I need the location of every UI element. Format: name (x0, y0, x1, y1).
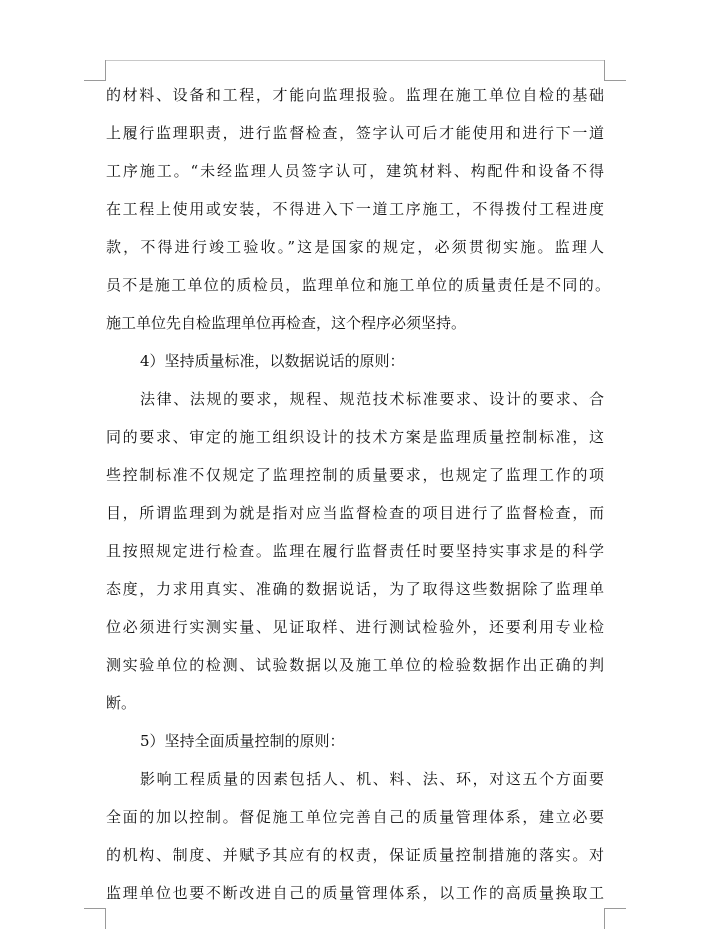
text-line: 全面的加以控制。督促施工单位完善自己的质量管理体系，建立必要 (106, 808, 604, 826)
text-line: 测实验单位的检测、试验数据以及施工单位的检验数据作出正确的判 (106, 656, 604, 674)
text-line: 断。 (106, 694, 137, 712)
text-line: 同的要求、审定的施工组织设计的技术方案是监理质量控制标准，这 (106, 428, 604, 446)
corner-mark-bottom-left-h (84, 908, 106, 909)
text-line: 法律、法规的要求，规程、规范技术标准要求、设计的要求、合 (140, 390, 604, 408)
text-line: 些控制标准不仅规定了监理控制的质量要求，也规定了监理工作的项 (106, 466, 604, 484)
section-heading-5: 5）坚持全面质量控制的原则： (140, 732, 345, 750)
text-line: 员不是施工单位的质检员，监理单位和施工单位的质量责任是不同的。 (106, 276, 610, 294)
text-line: 上履行监理职责，进行监督检查，签字认可后才能使用和进行下一道 (106, 124, 604, 142)
corner-mark-top-right (604, 60, 605, 81)
corner-mark-top-left-h (84, 80, 106, 81)
text-line: 的机构、制度、并赋予其应有的权责，保证质量控制措施的落实。对 (106, 846, 604, 864)
corner-mark-top-right-h (604, 80, 626, 81)
text-line: 施工单位先自检监理单位再检查，这个程序必须坚持。 (106, 314, 467, 332)
text-line: 且按照规定进行检查。监理在履行监督责任时要坚持实事求是的科学 (106, 542, 604, 560)
text-line: 款，不得进行竣工验收。”这是国家的规定，必须贯彻实施。监理人 (106, 238, 604, 256)
corner-mark-bottom-right-h (604, 908, 626, 909)
text-line: 的材料、设备和工程，才能向监理报验。监理在施工单位自检的基础 (106, 86, 604, 104)
text-line: 监理单位也要不断改进自己的质量管理体系，以工作的高质量换取工 (106, 884, 604, 902)
text-line: 影响工程质量的因素包括人、机、料、法、环，对这五个方面要 (140, 770, 604, 788)
text-line: 在工程上使用或安装，不得进入下一道工序施工，不得拨付工程进度 (106, 200, 604, 218)
text-line: 态度，力求用真实、准确的数据说话，为了取得这些数据除了监理单 (106, 580, 604, 598)
text-line: 工序施工。“未经监理人员签字认可，建筑材料、构配件和设备不得 (106, 162, 604, 180)
corner-mark-bottom-right (604, 908, 605, 929)
section-heading-4: 4）坚持质量标准，以数据说话的原则： (140, 352, 405, 370)
text-line: 位必须进行实测实量、见证取样、进行测试检验外，还要利用专业检 (106, 618, 604, 636)
text-line: 目，所谓监理到为就是指对应当监督检查的项目进行了监督检查，而 (106, 504, 604, 522)
header-rule (106, 60, 604, 61)
